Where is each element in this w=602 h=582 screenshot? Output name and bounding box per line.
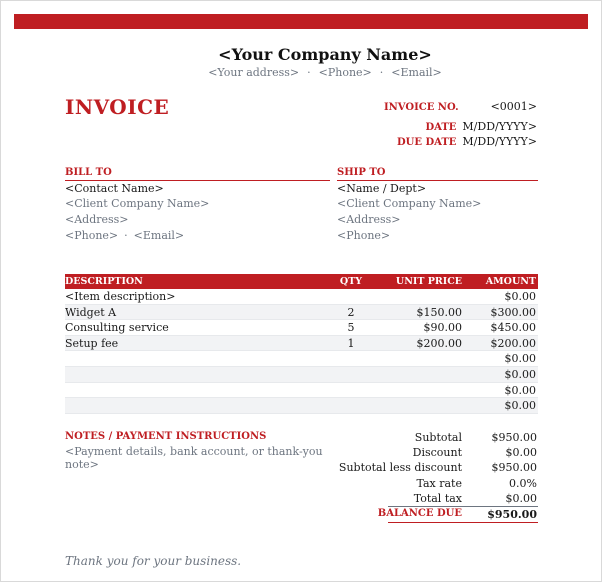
row-amount: $200.00 (490, 336, 536, 350)
company-contact (0, 66, 602, 79)
row-amount: $0.00 (504, 290, 536, 303)
row-qty: 1 (347, 336, 355, 350)
company-address: <Your address> (208, 66, 300, 79)
row-description: Widget A (65, 305, 117, 319)
subtotal-label: Subtotal (414, 431, 462, 444)
ship-to-heading: SHIP TO (337, 167, 386, 178)
discount-label: Discount (412, 446, 462, 459)
invoice-date-value: M/DD/YYYY> (462, 120, 537, 133)
ship-to-phone: <Phone> (337, 229, 391, 242)
ship-to-address: <Address> (337, 213, 401, 226)
table-row (65, 383, 538, 399)
items-table-header (65, 274, 538, 289)
tax-rate-value: 0.0% (509, 477, 537, 490)
separator-dot: · (307, 66, 311, 79)
balance-due-label: BALANCE DUE (377, 508, 462, 519)
row-amount: $0.00 (504, 383, 536, 397)
row-description: Consulting service (65, 321, 169, 335)
table-row (65, 367, 538, 383)
bill-to-phone: <Phone> (65, 229, 119, 242)
invoice-number-value: <0001> (490, 100, 537, 113)
invoice-date-row (340, 120, 537, 133)
subtotal-less-discount-label: Subtotal less discount (338, 461, 462, 474)
row-unit-price: $200.00 (416, 336, 462, 350)
discount-row (300, 446, 537, 461)
bill-to-company: <Client Company Name> (65, 197, 210, 210)
ship-to-company: <Client Company Name> (337, 197, 482, 210)
ship-to-rule (337, 180, 538, 181)
table-row (65, 351, 538, 367)
balance-due-value: $950.00 (487, 508, 537, 521)
table-row (65, 398, 538, 414)
bill-to-phone-email (65, 229, 184, 242)
bill-to-contact-name: <Contact Name> (65, 182, 164, 195)
balance-due-rule (388, 522, 538, 523)
separator-dot: · (124, 229, 128, 242)
invoice-number-row (340, 100, 537, 113)
company-phone: <Phone> (318, 66, 372, 79)
subtotal-less-discount-row (300, 461, 537, 476)
ship-to-name: <Name / Dept> (337, 182, 427, 195)
bill-to-heading: BILL TO (65, 167, 112, 178)
items-table (65, 274, 538, 414)
invoice-title: INVOICE (65, 95, 170, 119)
row-amount: $0.00 (504, 352, 536, 366)
tax-rate-label: Tax rate (416, 477, 462, 490)
row-amount: $300.00 (490, 305, 536, 319)
invoice-date-label: DATE (425, 122, 457, 133)
thank-you-note: Thank you for your business. (65, 554, 242, 568)
subtotal-value: $950.00 (491, 431, 537, 444)
totals-divider (388, 506, 538, 507)
invoice-due-value: M/DD/YYYY> (462, 135, 537, 148)
discount-value: $0.00 (505, 446, 537, 459)
row-amount: $0.00 (504, 399, 536, 413)
total-tax-label: Total tax (413, 492, 462, 505)
separator-dot: · (379, 66, 384, 79)
table-row (65, 305, 538, 321)
subtotal-less-discount-value: $950.00 (491, 461, 537, 474)
notes-heading: NOTES / PAYMENT INSTRUCTIONS (65, 431, 267, 442)
notes-text: <Payment details, bank account, or thank-you note> (65, 445, 323, 471)
total-tax-row (300, 492, 537, 507)
table-row (65, 336, 538, 352)
header-accent-bar (14, 14, 588, 29)
row-amount: $0.00 (504, 367, 536, 381)
header-amount: AMOUNT (485, 276, 536, 287)
company-email: <Email> (391, 66, 442, 79)
row-description: Setup fee (65, 336, 119, 350)
subtotal-row (300, 431, 537, 446)
table-row (65, 320, 538, 336)
total-tax-value: $0.00 (505, 492, 537, 505)
header-unit-price: UNIT PRICE (395, 276, 462, 287)
row-qty: 5 (347, 321, 355, 335)
row-amount: $450.00 (490, 321, 536, 335)
row-unit-price: $150.00 (416, 305, 462, 319)
company-name: <Your Company Name> (218, 45, 432, 64)
invoice-number-label: INVOICE NO. (383, 102, 459, 113)
bill-to-rule (65, 180, 330, 181)
row-description: <Item description> (65, 290, 176, 303)
header-description: DESCRIPTION (65, 276, 143, 287)
row-unit-price: $90.00 (423, 321, 462, 335)
bill-to-email: <Email> (133, 229, 185, 242)
bill-to-address: <Address> (65, 213, 129, 226)
row-qty: 2 (347, 305, 355, 319)
balance-due-row (300, 508, 537, 523)
table-row (65, 289, 538, 305)
tax-rate-row (300, 477, 537, 492)
invoice-due-row (340, 135, 537, 148)
invoice-due-label: DUE DATE (396, 137, 457, 148)
header-qty: QTY (339, 276, 363, 287)
